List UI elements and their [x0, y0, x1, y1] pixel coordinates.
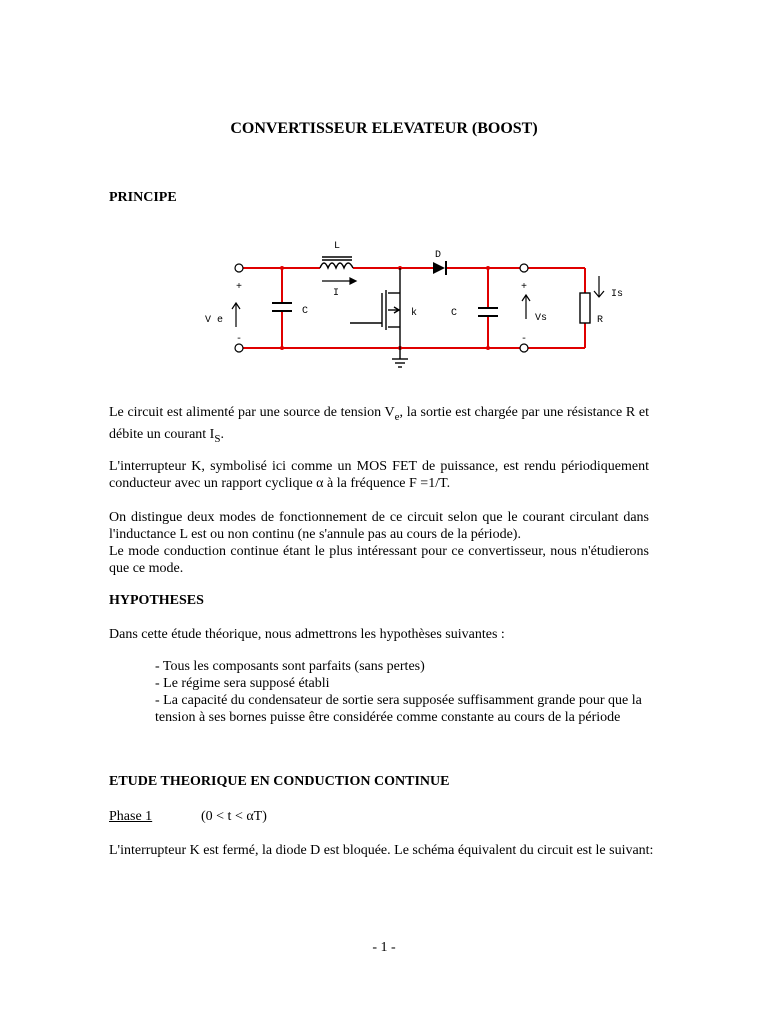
paragraph-modes: On distingue deux modes de fonctionnement de ce circuit selon que le courant circulant dans l'inductance L est ou non continu (ne s'annule pas au cours de la période).: [109, 510, 649, 542]
hypotheses-list: [155, 658, 660, 726]
section-heading-principe: PRINCIPE: [109, 190, 177, 205]
label-c-left: C: [302, 306, 309, 317]
phase-1-line: [109, 809, 267, 825]
p1-start: Le circuit est alimenté par une source de tension V: [109, 405, 395, 420]
label-plus-in: +: [236, 282, 243, 293]
label-d: D: [435, 250, 442, 261]
input-terminal-plus: [235, 264, 243, 272]
output-terminal-minus: [520, 344, 528, 352]
current-arrow-i: [322, 278, 356, 284]
list-item: - Le régime sera supposé établi: [155, 676, 330, 691]
paragraph-hypotheses-intro: Dans cette étude théorique, nous admettrons les hypothèses suivantes :: [109, 627, 505, 642]
label-k: k: [411, 308, 418, 319]
label-ve: V e: [205, 315, 224, 326]
list-item: - Tous les composants sont parfaits (sans pertes): [155, 659, 425, 674]
paragraph-phase-1: L'interrupteur K est fermé, la diode D est bloquée. Le schéma équivalent du circuit est le suivant:: [109, 843, 654, 858]
phase-1-condition: (0 < t < αT): [201, 809, 267, 824]
ve-arrow: [232, 303, 240, 327]
vs-arrow: [522, 295, 530, 319]
ground-symbol: [392, 348, 408, 367]
input-terminal-minus: [235, 344, 243, 352]
section-heading-etude: ETUDE THEORIQUE EN CONDUCTION CONTINUE: [109, 774, 450, 789]
junction-dots: [280, 266, 490, 350]
label-is: Is: [611, 289, 624, 300]
p1-mid: , la sortie est chargée par une résistance R et débite un courant I: [109, 405, 649, 442]
phase-1-label: Phase 1: [109, 809, 153, 824]
output-terminal-plus: [520, 264, 528, 272]
label-r: R: [597, 315, 604, 326]
label-vs: Vs: [535, 313, 548, 324]
paragraph-mode-choice: Le mode conduction continue étant le plus intéressant pour ce convertisseur, nous n'étudierons que ce mode.: [109, 544, 649, 576]
label-c-right: C: [451, 308, 458, 319]
capacitor-left-symbol: [272, 303, 292, 311]
label-minus-out: -: [521, 334, 528, 345]
label-minus-in: -: [236, 334, 243, 345]
page-number: - 1 -: [372, 940, 396, 955]
label-plus-out: +: [521, 282, 528, 293]
mosfet-switch-symbol: [350, 268, 400, 348]
label-i: I: [333, 288, 340, 299]
paragraph-circuit-description: [109, 404, 649, 448]
resistor-symbol: [580, 293, 590, 323]
paragraph-switch-description: L'interrupteur K, symbolisé ici comme un MOS FET de puissance, est rendu périodiquement conducteur avec un rapport cyclique α à la fréquence F =1/T.: [109, 459, 649, 491]
capacitor-right-symbol: [478, 308, 498, 316]
inductor-symbol: [320, 257, 353, 268]
list-item: - La capacité du condensateur de sortie sera supposée suffisamment grande pour que la tension à ses bornes puisse être considérée comme constante au cours de la période: [155, 693, 642, 725]
boost-circuit-diagram: [195, 235, 635, 375]
section-heading-hypotheses: HYPOTHESES: [109, 593, 204, 608]
p1-sub-e: e: [394, 410, 400, 423]
label-l: L: [334, 241, 341, 252]
page-title: CONVERTISSEUR ELEVATEUR (BOOST): [230, 120, 538, 137]
p1-end: .: [220, 426, 224, 442]
p1-sub-s: S: [214, 432, 221, 445]
diode-symbol: [433, 261, 446, 275]
is-arrow: [594, 276, 604, 297]
